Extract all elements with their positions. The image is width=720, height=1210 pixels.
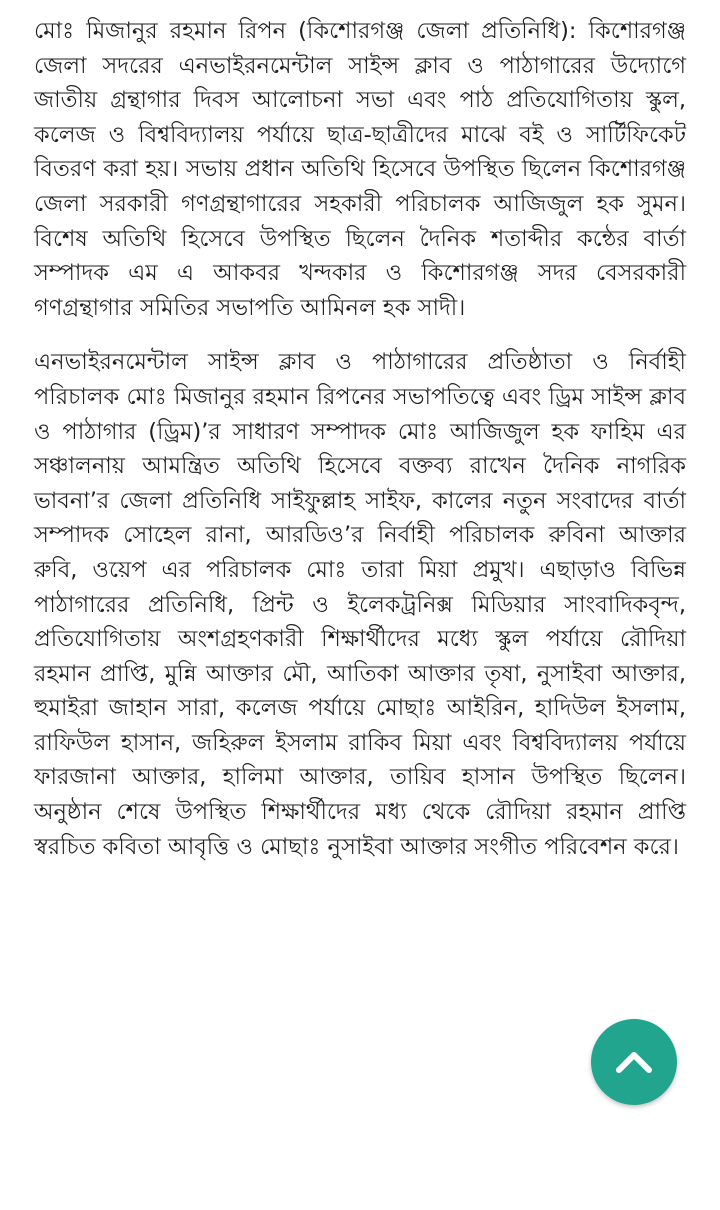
scroll-to-top-button[interactable]: [591, 1019, 677, 1105]
article-paragraph-1: মোঃ মিজানুর রহমান রিপন (কিশোরগঞ্জ জেলা প্রতিনিধি): কিশোরগঞ্জ জেলা সদরের এনভাইরনমেন্টাল সাইন্স ক্লাব ও পাঠাগারের উদ্যোগে জাতীয় গ্রন্থাগার দিবস আলোচনা সভা এবং পাঠ প্রতিযোগিতায় স্কুল, কলেজ ও বিশ্ববিদ্যালয় পর্যায়ে ছাত্র-ছাত্রীদের মাঝে বই ও সার্টিফিকেট বিতরণ করা হয়। সভায় প্রধান অতিথি হিসেবে উপস্থিত ছিলেন কিশোরগঞ্জ জেলা সরকারী গণগ্রন্থাগারের সহকারী পরিচালক আজিজুল হক সুমন। বিশেষ অতিথি হিসেবে উপস্থিত ছিলেন দৈনিক শতাব্দীর কন্ঠের বার্তা সম্পাদক এম এ আকবর খন্দকার ও কিশোরগঞ্জ সদর বেসরকারী গণগ্রন্থাগার সমিতির সভাপতি আমিনল হক সাদী।: [34, 18, 686, 321]
article-paragraph-2: এনভাইরনমেন্টাল সাইন্স ক্লাব ও পাঠাগারের প্রতিষ্ঠাতা ও নির্বাহী পরিচালক মোঃ মিজানুর রহমান রিপনের সভাপতিত্বে এবং ড্রিম সাইন্স ক্লাব ও পাঠাগার (ড্রিম)’র সাধারণ সম্পাদক মোঃ আজিজুল হক ফাহিম এর সঞ্চালনায় আমন্ত্রিত অতিথি হিসেবে বক্তব্য রাখেন দৈনিক নাগরিক ভাবনা’র জেলা প্রতিনিধি সাইফুল্লাহ সাইফ, কালের নতুন সংবাদের বার্তা সম্পাদক সোহেল রানা, আরডিও’র নির্বাহী পরিচালক রুবিনা আক্তার রুবি, ওয়েপ এর পরিচালক মোঃ তারা মিয়া প্রমুখ। এছাড়াও বিভিন্ন পাঠাগারের প্রতিনিধি, প্রিন্ট ও ইলেকট্রনিক্স মিডিয়ার সাংবাদিকবৃন্দ, প্রতিযোগিতায় অংশগ্রহণকারী শিক্ষার্থীদের মধ্যে স্কুল পর্যায়ে রৌদিয়া রহমান প্রাপ্তি, মুন্নি আক্তার মৌ, আতিকা আক্তার তৃষা, নুসাইবা আক্তার, হুমাইরা জাহান সারা, কলেজ পর্যায়ে মোছাঃ আইরিন, হাদিউল ইসলাম, রাফিউল হাসান, জহিরুল ইসলাম রাকিব মিয়া এবং বিশ্ববিদ্যালয় পর্যায়ে ফারজানা আক্তার, হালিমা আক্তার, তায়িব হাসান উপস্থিত ছিলেন। অনুষ্ঠান শেষে উপস্থিত শিক্ষার্থীদের মধ্য থেকে রৌদিয়া রহমান প্রাপ্তি স্বরচিত কবিতা আবৃত্তি ও মোছাঃ নুসাইবা আক্তার সংগীত পরিবেশন করে।: [34, 349, 686, 860]
article-body: [34, 14, 686, 884]
chevron-up-icon: [614, 1049, 654, 1075]
